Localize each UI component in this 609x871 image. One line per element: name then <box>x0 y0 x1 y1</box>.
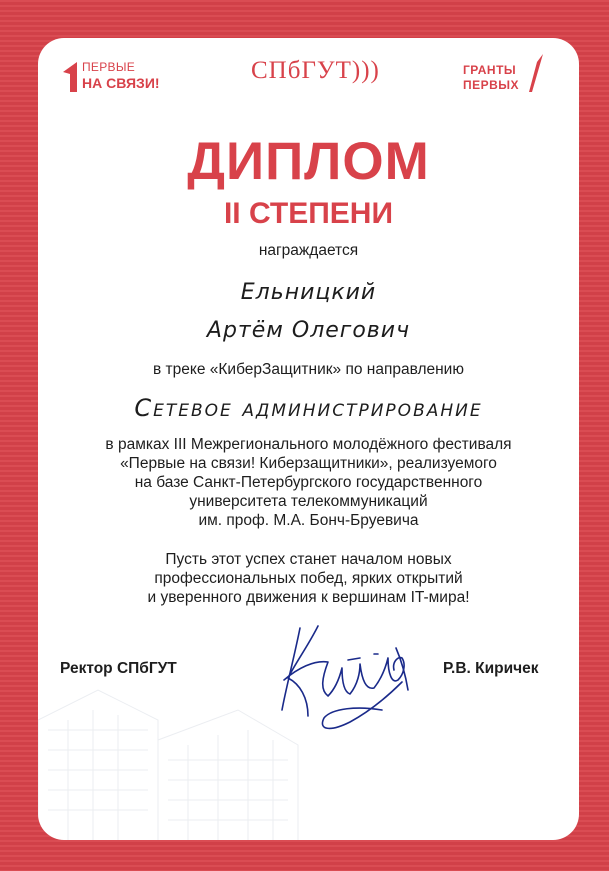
spbgut-logo: СПбГУТ))) <box>251 57 380 84</box>
track-text: в треке «КиберЗащитник» по направлению <box>153 361 464 378</box>
description-line: на базе Санкт-Петербургского государственного <box>134 474 483 491</box>
description-line: «Первые на связи! Киберзащитники», реализуемого <box>120 455 497 472</box>
wish-line: и уверенного движения к вершинам IT-мира! <box>147 589 470 606</box>
wish-line: профессиональных побед, ярких открытий <box>154 570 463 587</box>
logo-mark-icon <box>60 60 80 94</box>
description-line: им. проф. М.А. Бонч-Бруевича <box>198 512 419 529</box>
right-logo-line2: ПЕРВЫХ <box>463 78 520 92</box>
awarded-text: награждается <box>258 242 359 259</box>
granty-pervykh-logo <box>463 54 563 98</box>
right-logo-line1: ГРАНТЫ <box>463 63 517 77</box>
left-logo-line1: ПЕРВЫЕ <box>82 60 136 74</box>
diploma-title: ДИПЛОМ <box>187 132 430 191</box>
handwritten-signature <box>278 618 423 753</box>
diploma-sheet <box>38 38 579 840</box>
description-line: университета телекоммуникаций <box>189 493 428 510</box>
diploma-degree: II СТЕПЕНИ <box>223 197 394 230</box>
direction-text: Сетевое администрирование <box>134 394 483 422</box>
logo-mark-icon <box>529 54 545 94</box>
wish-line: Пусть этот успех станет началом новых <box>165 551 452 568</box>
signatory-position: Ректор СПбГУТ <box>60 660 177 677</box>
recipient-name: Артём Олегович <box>206 318 411 343</box>
description-line: в рамках III Межрегионального молодёжного фестиваля <box>105 436 512 453</box>
signatory-name: Р.В. Киричек <box>443 660 539 677</box>
recipient-surname: Ельницкий <box>240 280 377 305</box>
pervye-na-svyazi-logo <box>60 56 180 106</box>
left-logo-line2: НА СВЯЗИ! <box>82 75 160 91</box>
